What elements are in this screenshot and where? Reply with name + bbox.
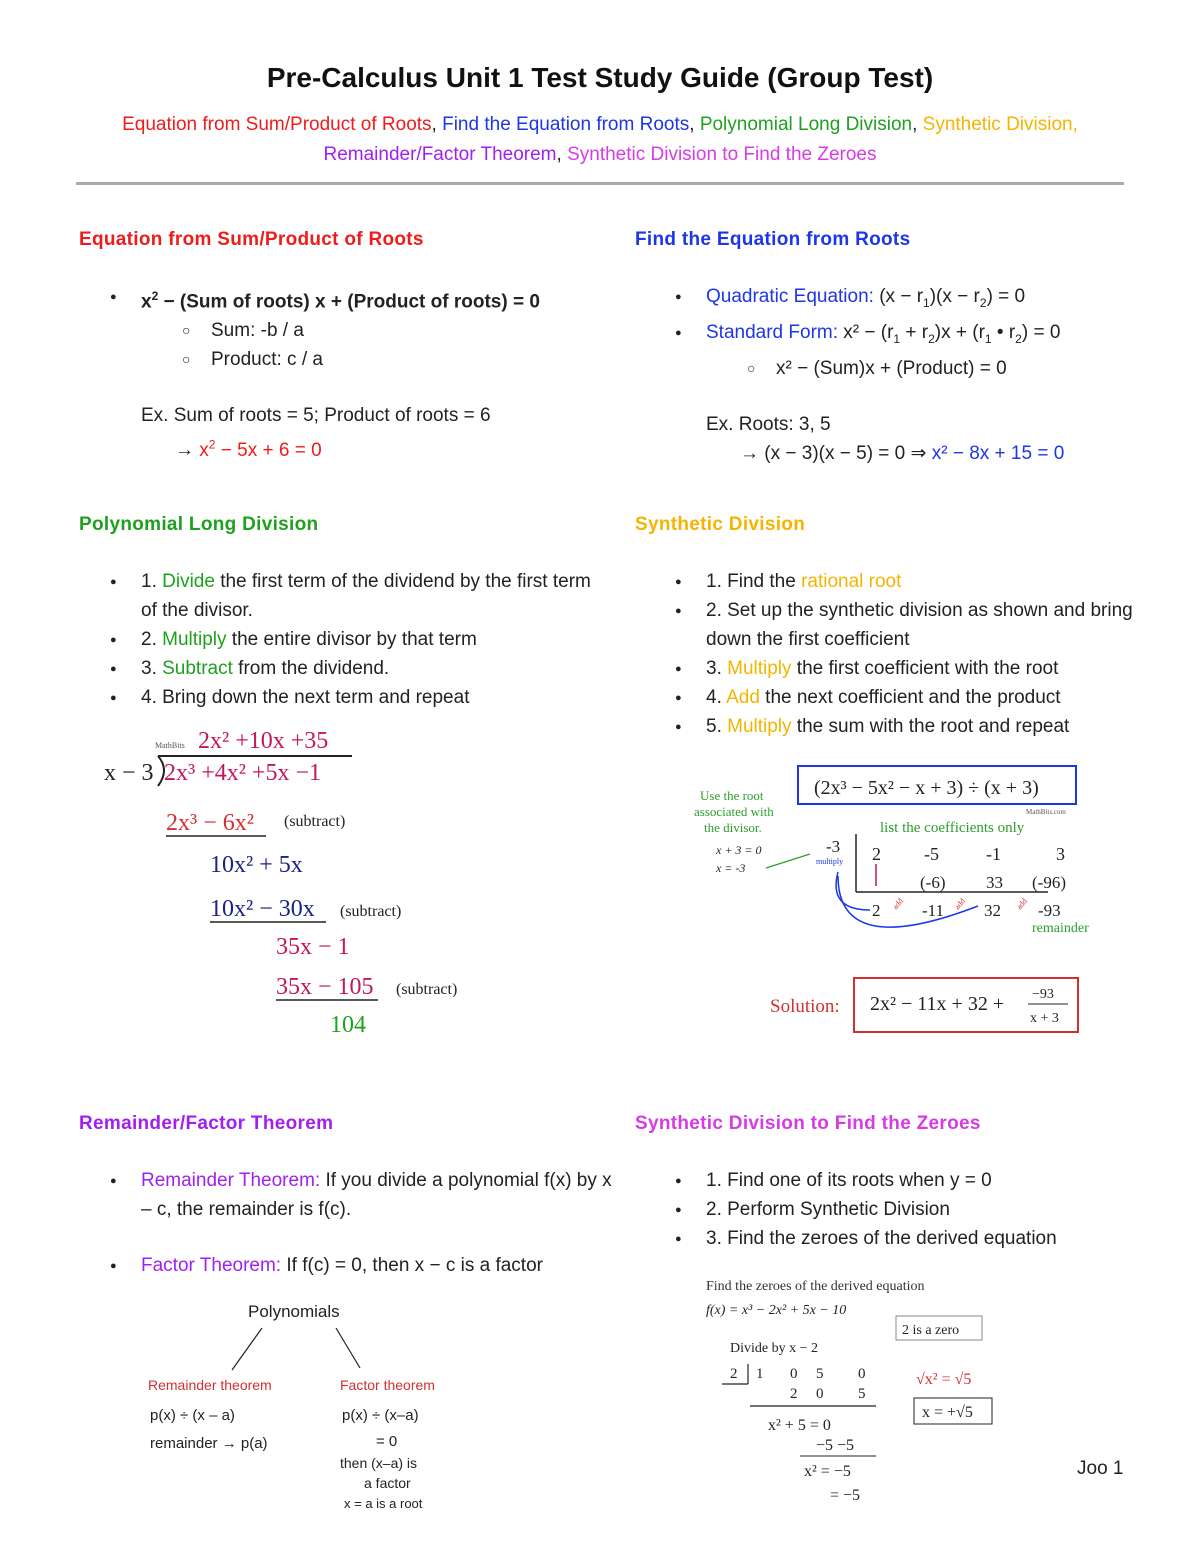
list-item: ● $x^2 - (Sum$ of roots) x + (Product of roots) = 0 bbox=[79, 282, 599, 316]
list-item: ● 2. Multiply the entire divisor by that term bbox=[79, 625, 599, 654]
solution-text: 2x² − 11x + 32 + bbox=[870, 993, 1005, 1015]
figure-brand: MathBits bbox=[155, 741, 185, 750]
coefficient: -5 bbox=[924, 844, 939, 864]
section-heading-from-roots: Find the Equation from Roots bbox=[635, 229, 911, 250]
sqrt-step: √x² = √5 bbox=[916, 1371, 972, 1388]
factor-line: x = a is a root bbox=[344, 1496, 423, 1511]
root-eq: x = -3 bbox=[716, 861, 746, 875]
root-eq: x + 3 = 0 bbox=[716, 843, 762, 857]
coefficient: 2 bbox=[872, 844, 881, 864]
section-from-roots bbox=[644, 282, 1164, 468]
remainder-line: p(x) ÷ (x – a) bbox=[150, 1407, 235, 1424]
topic-from-roots: Find the Equation from Roots bbox=[442, 114, 690, 135]
add-note: add bbox=[952, 896, 967, 912]
factor-line: p(x) ÷ (x–a) bbox=[342, 1407, 419, 1424]
remainder-value: 104 bbox=[330, 1012, 366, 1038]
solution-label: Solution: bbox=[770, 996, 840, 1017]
problem-text: (2x³ − 5x² − x + 3) ÷ (x + 3) bbox=[814, 777, 1039, 799]
section-zeroes bbox=[644, 1166, 1164, 1253]
separator: , bbox=[689, 114, 700, 135]
product-value: 33 bbox=[986, 873, 1003, 892]
add-note: add bbox=[890, 896, 905, 912]
list-item: ● 4. Bring down the next term and repeat bbox=[79, 683, 599, 712]
topic-sum-product: Equation from Sum/Product of Roots bbox=[122, 114, 432, 135]
separator: , bbox=[431, 114, 443, 135]
section-remainder-factor bbox=[79, 1166, 619, 1280]
topic-long-division: Polynomial Long Division bbox=[699, 114, 913, 135]
coefficient: 1 bbox=[756, 1366, 764, 1382]
remainder-note: remainder bbox=[1032, 921, 1089, 936]
root-value: 2 bbox=[730, 1366, 738, 1382]
step-line-3: 10x² − 30x bbox=[210, 896, 315, 922]
arrow-line bbox=[336, 1328, 360, 1368]
figure-title: Find the zeroes of the derived equation bbox=[706, 1279, 925, 1294]
result-value: -93 bbox=[1038, 901, 1061, 920]
solution-denominator: x + 3 bbox=[1030, 1011, 1059, 1026]
derived-eq: = −5 bbox=[830, 1487, 861, 1504]
list-item: ● Quadratic Equation: $(x - r_1)(x - r_2) = 0$ bbox=[644, 282, 1164, 318]
derived-eq: x² = −5 bbox=[804, 1463, 851, 1480]
coefficient: -1 bbox=[986, 844, 1001, 864]
subtract-note: (subtract) bbox=[396, 981, 458, 998]
factor-line: = 0 bbox=[376, 1433, 398, 1450]
zero-note: 2 is a zero bbox=[902, 1323, 960, 1338]
subtract-note: (subtract) bbox=[340, 903, 402, 920]
page-number: Joo 1 bbox=[1077, 1458, 1124, 1479]
list-item: ● 3. Multiply the first coefficient with the root bbox=[644, 654, 1164, 683]
topic-zeroes: Synthetic Division to Find the Zeroes bbox=[567, 144, 877, 165]
function-text: f(x) = x³ − 2x² + 5x − 10 bbox=[706, 1303, 847, 1318]
derived-eq: −5 −5 bbox=[816, 1437, 855, 1454]
section-long-division bbox=[79, 567, 599, 712]
separator: , bbox=[912, 114, 923, 135]
answer-text: x = +√5 bbox=[922, 1404, 973, 1421]
list-item: ● Standard Form: $x^2 - (r_1 + r_2)x + (r_1$ • $r_2) = 0$ bbox=[644, 318, 1164, 354]
result-value: -11 bbox=[922, 901, 945, 920]
product-value: 2 bbox=[790, 1386, 798, 1402]
result-value: 32 bbox=[984, 901, 1001, 920]
coefficient: 0 bbox=[790, 1366, 798, 1382]
list-item: ● 1. Divide the first term of the dividend by the first term of the divisor. bbox=[79, 567, 599, 625]
section-heading-zeroes: Synthetic Division to Find the Zeroes bbox=[635, 1113, 981, 1134]
solution-numerator: −93 bbox=[1032, 987, 1054, 1002]
list-item: ● 3. Subtract from the dividend. bbox=[79, 654, 599, 683]
step-line-5: 35x − 105 bbox=[276, 974, 374, 1000]
note-line: associated with bbox=[694, 804, 774, 819]
list-item: ● 1. Find the rational root bbox=[644, 567, 1164, 596]
coefficient: 3 bbox=[1056, 844, 1065, 864]
factor-line: then (x–a) is bbox=[340, 1455, 418, 1471]
section-sum-product bbox=[79, 282, 599, 465]
coefficient: 0 bbox=[858, 1366, 866, 1382]
dividend: 2x³ +4x² +5x −1 bbox=[164, 760, 321, 786]
list-item: ● 2. Set up the synthetic division as shown and bring down the first coefficient bbox=[644, 596, 1164, 654]
factor-line: a factor bbox=[364, 1475, 411, 1491]
example-answer: → (x − 3)(x − 5) = 0 ⇒ x² − 8x + 15 = 0 bbox=[740, 442, 1065, 464]
add-note: add bbox=[1014, 896, 1029, 912]
remainder-line: remainder → p(a) bbox=[150, 1435, 268, 1452]
product-value: 5 bbox=[858, 1386, 866, 1402]
arrow-line bbox=[232, 1328, 262, 1370]
list-item: ● 2. Perform Synthetic Division bbox=[644, 1195, 1164, 1224]
long-division-figure bbox=[100, 722, 500, 1042]
section-heading-long-division: Polynomial Long Division bbox=[79, 514, 319, 535]
product-value: (-6) bbox=[920, 873, 946, 892]
step-line-1: 2x³ − 6x² bbox=[166, 810, 254, 836]
example-text: Ex. Roots: 3, 5 bbox=[706, 413, 831, 435]
step-line-4: 35x − 1 bbox=[276, 934, 350, 960]
list-item: ● 4. Add the next coefficient and the product bbox=[644, 683, 1164, 712]
arrow-line bbox=[836, 872, 870, 910]
derived-eq: x² + 5 = 0 bbox=[768, 1417, 831, 1434]
list-item: ● 1. Find one of its roots when y = 0 bbox=[644, 1166, 1164, 1195]
zeroes-figure bbox=[700, 1272, 1020, 1508]
example-answer: → $x^2 - 5x + 6 = 0$ bbox=[175, 437, 322, 461]
list-item: ● Remainder Theorem: If you divide a polynomial f(x) by x – c, the remainder is f(c). bbox=[79, 1166, 619, 1224]
list-item: ● 3. Find the zeroes of the derived equation bbox=[644, 1224, 1164, 1253]
note-line: the divisor. bbox=[704, 820, 762, 835]
list-item: ○ x² − (Sum)x + (Product) = 0 bbox=[644, 354, 1164, 383]
polynomial-theorems-figure bbox=[140, 1296, 470, 1516]
topic-synthetic-division: Synthetic Division bbox=[922, 114, 1073, 135]
step-line-2: 10x² + 5x bbox=[210, 852, 303, 878]
section-heading-remainder-factor: Remainder/Factor Theorem bbox=[79, 1113, 334, 1134]
root-value: -3 bbox=[826, 837, 841, 856]
product-value: (-96) bbox=[1032, 873, 1066, 892]
subtract-note: (subtract) bbox=[284, 813, 346, 830]
section-synthetic-division bbox=[644, 567, 1164, 741]
section-heading-synthetic-division: Synthetic Division bbox=[635, 514, 806, 535]
divisor: x − 3 bbox=[104, 760, 154, 786]
factor-heading: Factor theorem bbox=[340, 1377, 435, 1393]
figure-brand: MathBits.com bbox=[1026, 808, 1066, 816]
synthetic-division-figure bbox=[688, 760, 1108, 1040]
example-text: Ex. Sum of roots = 5; Product of roots = 6 bbox=[141, 405, 491, 427]
multiply-note: multiply bbox=[816, 857, 844, 866]
separator: , bbox=[556, 144, 568, 165]
arrow-line bbox=[766, 854, 810, 868]
coefficient: 5 bbox=[816, 1366, 824, 1382]
quotient: 2x² +10x +35 bbox=[198, 728, 329, 754]
header-divider bbox=[76, 182, 1124, 185]
note-line: Use the root bbox=[700, 788, 764, 803]
remainder-heading: Remainder theorem bbox=[148, 1377, 272, 1393]
list-item: ○ Product: c / a bbox=[79, 345, 599, 374]
section-heading-sum-product: Equation from Sum/Product of Roots bbox=[79, 229, 424, 250]
coefficients-note: list the coefficients only bbox=[880, 820, 1025, 836]
divide-note: Divide by x − 2 bbox=[730, 1341, 818, 1356]
result-value: 2 bbox=[872, 901, 881, 920]
list-item: ○ Sum: -b / a bbox=[79, 316, 599, 345]
figure-title: Polynomials bbox=[248, 1302, 340, 1321]
page-title: Pre-Calculus Unit 1 Test Study Guide (Group Test) bbox=[266, 62, 934, 93]
list-item: ● 5. Multiply the sum with the root and repeat bbox=[644, 712, 1164, 741]
list-item: ● Factor Theorem: If f(c) = 0, then x − c is a factor bbox=[79, 1251, 619, 1280]
product-value: 0 bbox=[816, 1386, 824, 1402]
topic-list: Equation from Sum/Product of Roots, Find the Equation from Roots, Polynomial Long Division, Synthetic Division, Remainder/Factor Theorem, Synthetic Division to Find the Zeroes bbox=[122, 114, 1078, 165]
topic-remainder-factor: Remainder/Factor Theorem bbox=[323, 144, 557, 165]
